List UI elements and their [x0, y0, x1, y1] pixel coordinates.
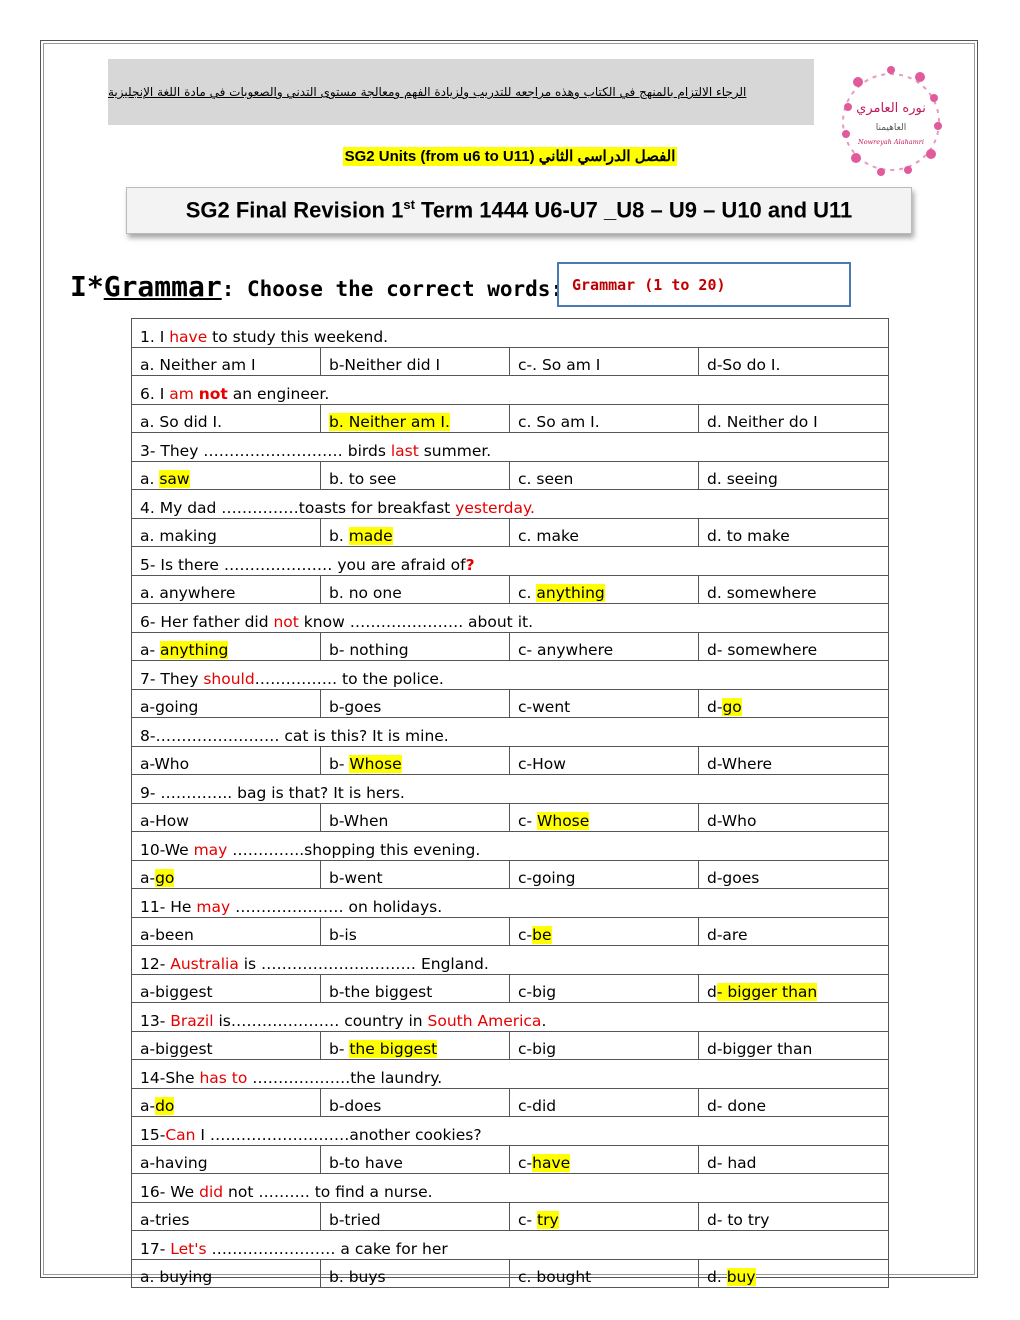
- answer-option[interactable]: [132, 974, 321, 1003]
- text-segment: 12-: [140, 954, 171, 973]
- answer-option[interactable]: [132, 1259, 321, 1288]
- question-row: [132, 1231, 889, 1260]
- answer-option[interactable]: [699, 1145, 889, 1174]
- answer-option[interactable]: [321, 1031, 510, 1060]
- text-segment: d- to try: [707, 1211, 770, 1229]
- answer-option[interactable]: [510, 461, 699, 490]
- text-segment: c-: [518, 1211, 538, 1229]
- emphasized-word: not: [198, 384, 228, 403]
- text-segment: d- had: [707, 1154, 757, 1172]
- highlighted-answer: do: [155, 1097, 175, 1115]
- text-segment: c. make: [518, 527, 579, 545]
- question-row: [132, 1003, 889, 1032]
- section-prefix: I*: [70, 270, 104, 303]
- answer-option[interactable]: [699, 518, 889, 547]
- highlighted-answer: b. Neither am I.: [329, 413, 450, 431]
- answer-option[interactable]: [699, 917, 889, 946]
- text-segment: 9- ………….. bag is that? It is hers.: [140, 783, 405, 802]
- options-row: [132, 575, 889, 604]
- text-segment: b.: [329, 527, 349, 545]
- emphasized-word: am: [169, 384, 199, 403]
- grammar-range-box: [557, 262, 851, 307]
- text-segment: summer.: [418, 441, 492, 460]
- emphasized-word: should: [203, 669, 255, 688]
- text-segment: b-is: [329, 926, 357, 944]
- question-text: [132, 718, 889, 747]
- question-text: [132, 775, 889, 804]
- answer-option[interactable]: [699, 803, 889, 832]
- answer-option[interactable]: [132, 803, 321, 832]
- answer-option[interactable]: [699, 575, 889, 604]
- answer-option[interactable]: [510, 404, 699, 433]
- text-segment: d. to make: [707, 527, 790, 545]
- text-segment: not ………. to find a nurse.: [223, 1182, 433, 1201]
- answer-option[interactable]: [132, 347, 321, 376]
- text-segment: 17-: [140, 1239, 171, 1258]
- emphasized-word: ?: [465, 555, 475, 574]
- question-row: [132, 889, 889, 918]
- answer-option[interactable]: [132, 404, 321, 433]
- text-segment: d-are: [707, 926, 748, 944]
- highlighted-answer: anything: [536, 584, 605, 602]
- text-segment: a-: [140, 1097, 156, 1115]
- answer-option[interactable]: [321, 1202, 510, 1231]
- answer-option[interactable]: [699, 1088, 889, 1117]
- question-row: [132, 775, 889, 804]
- answer-option[interactable]: [510, 860, 699, 889]
- question-text: [132, 832, 889, 861]
- answer-option[interactable]: [132, 575, 321, 604]
- text-segment: I ………………………another cookies?: [195, 1125, 482, 1144]
- title-part-2: Term 1444 U6-U7 _U8 – U9 – U10 and U11: [414, 197, 853, 223]
- emphasized-word: has to: [199, 1068, 248, 1087]
- question-text: [132, 1060, 889, 1089]
- question-row: [132, 547, 889, 576]
- highlighted-answer: Whose: [349, 755, 402, 773]
- answer-option[interactable]: [510, 347, 699, 376]
- units-subtitle-text: SG2 Units (from u6 to U11) الفصل الدراسي الثاني: [344, 148, 676, 165]
- text-segment: c-. So am I: [518, 356, 601, 374]
- options-row: [132, 518, 889, 547]
- question-row: [132, 319, 889, 348]
- emphasized-word: may: [193, 840, 228, 859]
- text-segment: b-the biggest: [329, 983, 433, 1001]
- question-row: [132, 718, 889, 747]
- title-superscript: st: [403, 197, 415, 213]
- question-text: [132, 1003, 889, 1032]
- text-segment: b-does: [329, 1097, 382, 1115]
- answer-option[interactable]: [321, 347, 510, 376]
- text-segment: 11- He: [140, 897, 197, 916]
- question-row: [132, 433, 889, 462]
- text-segment: d.: [707, 1268, 727, 1286]
- logo-subtitle-ar: العاهيمنا: [875, 123, 907, 133]
- text-segment: a-How: [140, 812, 189, 830]
- text-segment: c-did: [518, 1097, 557, 1115]
- answer-option[interactable]: [132, 860, 321, 889]
- text-segment: b-went: [329, 869, 383, 887]
- text-segment: 10-We: [140, 840, 194, 859]
- text-segment: c-: [518, 812, 538, 830]
- answer-option[interactable]: [321, 746, 510, 775]
- text-segment: ……………. to the police.: [254, 669, 444, 688]
- options-row: [132, 974, 889, 1003]
- text-segment: d. somewhere: [707, 584, 817, 602]
- options-row: [132, 689, 889, 718]
- title-part-1: SG2 Final Revision 1: [185, 197, 404, 223]
- answer-option[interactable]: [321, 575, 510, 604]
- text-segment: 5- Is there ………………… you are afraid of: [140, 555, 466, 574]
- question-text: [132, 1117, 889, 1146]
- answer-option[interactable]: [132, 1031, 321, 1060]
- answer-option[interactable]: [510, 1088, 699, 1117]
- text-segment: a-tries: [140, 1211, 190, 1229]
- highlighted-answer: go: [155, 869, 175, 887]
- answer-option[interactable]: [510, 1031, 699, 1060]
- text-segment: d-bigger than: [707, 1040, 813, 1058]
- answer-option[interactable]: [132, 461, 321, 490]
- highlighted-answer: anything: [160, 641, 229, 659]
- question-text: [132, 376, 889, 405]
- text-segment: a-having: [140, 1154, 208, 1172]
- text-segment: c-big: [518, 1040, 557, 1058]
- question-row: [132, 661, 889, 690]
- highlighted-answer: saw: [159, 470, 190, 488]
- question-text: [132, 1174, 889, 1203]
- text-segment: c. seen: [518, 470, 574, 488]
- options-row: [132, 1259, 889, 1288]
- answer-option[interactable]: [321, 1088, 510, 1117]
- highlighted-answer: have: [532, 1154, 571, 1172]
- answer-option[interactable]: [132, 518, 321, 547]
- answer-option[interactable]: [699, 689, 889, 718]
- text-segment: .: [541, 1011, 547, 1030]
- text-segment: c.: [518, 584, 537, 602]
- section-heading: [70, 270, 563, 303]
- answer-option[interactable]: [699, 746, 889, 775]
- highlighted-answer: go: [722, 698, 742, 716]
- text-segment: d-Where: [707, 755, 773, 773]
- text-segment: …………………… a cake for her: [206, 1239, 448, 1258]
- answer-option[interactable]: [132, 1145, 321, 1174]
- logo-name-ar: نوره العامري: [856, 101, 926, 116]
- text-segment: c- anywhere: [518, 641, 614, 659]
- text-segment: b-When: [329, 812, 389, 830]
- question-row: [132, 1117, 889, 1146]
- text-segment: b-tried: [329, 1211, 381, 1229]
- text-segment: c. bought: [518, 1268, 592, 1286]
- text-segment: is ………………………… England.: [238, 954, 489, 973]
- highlighted-answer: try: [537, 1211, 559, 1229]
- text-segment: is………………… country in: [213, 1011, 428, 1030]
- highlighted-answer: be: [532, 926, 552, 944]
- answer-option[interactable]: [699, 1202, 889, 1231]
- logo-name-en: Nowreyah Alahamri: [858, 138, 924, 146]
- text-segment: c-: [518, 1154, 533, 1172]
- text-segment: c. So am I.: [518, 413, 600, 431]
- text-segment: a.: [140, 470, 160, 488]
- text-segment: 3- They ……………………… birds: [140, 441, 391, 460]
- text-segment: ………………… on holidays.: [230, 897, 443, 916]
- text-segment: b- nothing: [329, 641, 409, 659]
- text-segment: c-big: [518, 983, 557, 1001]
- text-segment: b-: [329, 1040, 350, 1058]
- answer-option[interactable]: [699, 974, 889, 1003]
- answer-option[interactable]: [510, 746, 699, 775]
- emphasized-word: not: [273, 612, 299, 631]
- options-row: [132, 917, 889, 946]
- answer-option[interactable]: [321, 632, 510, 661]
- text-segment: 16- We: [140, 1182, 200, 1201]
- answer-option[interactable]: [321, 461, 510, 490]
- question-text: [132, 490, 889, 519]
- answer-option[interactable]: [132, 917, 321, 946]
- question-text: [132, 547, 889, 576]
- text-segment: 14-She: [140, 1068, 200, 1087]
- options-row: [132, 347, 889, 376]
- text-segment: b. buys: [329, 1268, 386, 1286]
- answer-option[interactable]: [699, 632, 889, 661]
- question-text: [132, 319, 889, 348]
- answer-option[interactable]: [510, 689, 699, 718]
- question-text: [132, 1231, 889, 1260]
- text-segment: ……………….the laundry.: [247, 1068, 443, 1087]
- answer-option[interactable]: [321, 803, 510, 832]
- highlighted-answer: made: [348, 527, 393, 545]
- text-segment: c-How: [518, 755, 566, 773]
- emphasized-word: Can: [165, 1125, 196, 1144]
- answer-option[interactable]: [699, 461, 889, 490]
- answer-option[interactable]: [132, 632, 321, 661]
- answer-option[interactable]: [132, 689, 321, 718]
- text-segment: b. to see: [329, 470, 397, 488]
- question-text: [132, 946, 889, 975]
- text-segment: b. no one: [329, 584, 402, 602]
- text-segment: 15-: [140, 1125, 166, 1144]
- text-segment: 13-: [140, 1011, 171, 1030]
- answer-option[interactable]: [510, 974, 699, 1003]
- text-segment: c-went: [518, 698, 571, 716]
- highlighted-answer: Whose: [537, 812, 590, 830]
- text-segment: know …………………. about it.: [298, 612, 534, 631]
- answer-option[interactable]: [510, 803, 699, 832]
- highlighted-answer: buy: [726, 1268, 756, 1286]
- emphasized-word: have: [169, 327, 208, 346]
- text-segment: a-biggest: [140, 1040, 213, 1058]
- text-segment: c-: [518, 926, 533, 944]
- question-row: [132, 832, 889, 861]
- answer-option[interactable]: [321, 917, 510, 946]
- question-text: [132, 433, 889, 462]
- text-segment: 1. I: [140, 327, 170, 346]
- text-segment: 8-…………………… cat is this? It is mine.: [140, 726, 449, 745]
- emphasized-word: did: [199, 1182, 224, 1201]
- text-segment: d-So do I.: [707, 356, 781, 374]
- question-text: [132, 889, 889, 918]
- text-segment: a. Neither am I: [140, 356, 256, 374]
- question-row: [132, 946, 889, 975]
- section-word: Grammar: [103, 270, 222, 303]
- options-row: [132, 1031, 889, 1060]
- text-segment: a. making: [140, 527, 217, 545]
- text-segment: d- somewhere: [707, 641, 818, 659]
- answer-option[interactable]: [510, 518, 699, 547]
- text-segment: 6. I: [140, 384, 170, 403]
- options-row: [132, 1145, 889, 1174]
- text-segment: …………..shopping this evening.: [227, 840, 481, 859]
- options-row: [132, 404, 889, 433]
- text-segment: d- done: [707, 1097, 767, 1115]
- answer-option[interactable]: [321, 974, 510, 1003]
- answer-option[interactable]: [699, 404, 889, 433]
- text-segment: 4. My dad ……………toasts for breakfast: [140, 498, 456, 517]
- question-row: [132, 1060, 889, 1089]
- emphasized-word: may: [196, 897, 231, 916]
- highlighted-answer: - bigger than: [716, 983, 818, 1001]
- text-segment: an engineer.: [227, 384, 330, 403]
- units-subtitle: [0, 146, 1020, 165]
- answer-option[interactable]: [510, 1259, 699, 1288]
- text-segment: b-: [329, 755, 350, 773]
- text-segment: b-to have: [329, 1154, 403, 1172]
- question-text: [132, 661, 889, 690]
- text-segment: d. seeing: [707, 470, 778, 488]
- title-text: [186, 197, 853, 223]
- title-banner: [126, 187, 912, 234]
- text-segment: d. Neither do I: [707, 413, 818, 431]
- answer-option[interactable]: [132, 746, 321, 775]
- answer-option[interactable]: [132, 1088, 321, 1117]
- answer-option[interactable]: [510, 1202, 699, 1231]
- answer-option[interactable]: [699, 1259, 889, 1288]
- highlighted-answer: the biggest: [349, 1040, 438, 1058]
- text-segment: a. anywhere: [140, 584, 236, 602]
- question-text: [132, 604, 889, 633]
- text-segment: b-goes: [329, 698, 382, 716]
- answer-option[interactable]: [321, 518, 510, 547]
- options-row: [132, 746, 889, 775]
- answer-option[interactable]: [321, 1145, 510, 1174]
- questions-table: [131, 318, 889, 1288]
- text-segment: a-biggest: [140, 983, 213, 1001]
- text-segment: a. So did I.: [140, 413, 223, 431]
- answer-option[interactable]: [132, 1202, 321, 1231]
- answer-option[interactable]: [321, 1259, 510, 1288]
- text-segment: d-Who: [707, 812, 757, 830]
- answer-option[interactable]: [699, 860, 889, 889]
- options-row: [132, 1202, 889, 1231]
- text-segment: 6- Her father did: [140, 612, 274, 631]
- answer-option[interactable]: [699, 1031, 889, 1060]
- answer-option[interactable]: [510, 632, 699, 661]
- answer-option[interactable]: [321, 860, 510, 889]
- text-segment: a. buying: [140, 1268, 213, 1286]
- options-row: [132, 860, 889, 889]
- options-row: [132, 803, 889, 832]
- answer-option[interactable]: [321, 404, 510, 433]
- text-segment: a-: [140, 869, 156, 887]
- question-row: [132, 376, 889, 405]
- text-segment: a-been: [140, 926, 194, 944]
- answer-option[interactable]: [510, 917, 699, 946]
- answer-option[interactable]: [321, 689, 510, 718]
- emphasized-word: South America: [427, 1011, 542, 1030]
- text-segment: d-: [707, 698, 723, 716]
- text-segment: c-going: [518, 869, 576, 887]
- answer-option[interactable]: [510, 575, 699, 604]
- emphasized-word: Australia: [170, 954, 239, 973]
- text-segment: d-goes: [707, 869, 760, 887]
- text-segment: d: [707, 983, 717, 1001]
- question-row: [132, 490, 889, 519]
- arabic-notice-banner: [108, 59, 814, 125]
- text-segment: to study this weekend.: [207, 327, 389, 346]
- emphasized-word: last: [390, 441, 419, 460]
- question-row: [132, 1174, 889, 1203]
- options-row: [132, 461, 889, 490]
- options-row: [132, 1088, 889, 1117]
- arabic-notice-text: الرجاء الالتزام بالمنهج في الكتاب وهذه مراجعه للتدريب ولزيادة الفهم ومعالجة مستوى التدني والصعوبات في مادة اللغة الإنجليزية: [108, 85, 747, 99]
- text-segment: b-Neither did I: [329, 356, 441, 374]
- text-segment: a-going: [140, 698, 199, 716]
- text-segment: 7- They: [140, 669, 204, 688]
- emphasized-word: Let's: [170, 1239, 207, 1258]
- emphasized-word: yesterday.: [455, 498, 535, 517]
- question-row: [132, 604, 889, 633]
- grammar-range-label: Grammar (1 to 20): [572, 275, 726, 294]
- answer-option[interactable]: [699, 347, 889, 376]
- answer-option[interactable]: [510, 1145, 699, 1174]
- text-segment: a-: [140, 641, 161, 659]
- options-row: [132, 632, 889, 661]
- emphasized-word: Brazil: [170, 1011, 214, 1030]
- section-instruction: : Choose the correct words:: [221, 277, 564, 301]
- text-segment: a-Who: [140, 755, 190, 773]
